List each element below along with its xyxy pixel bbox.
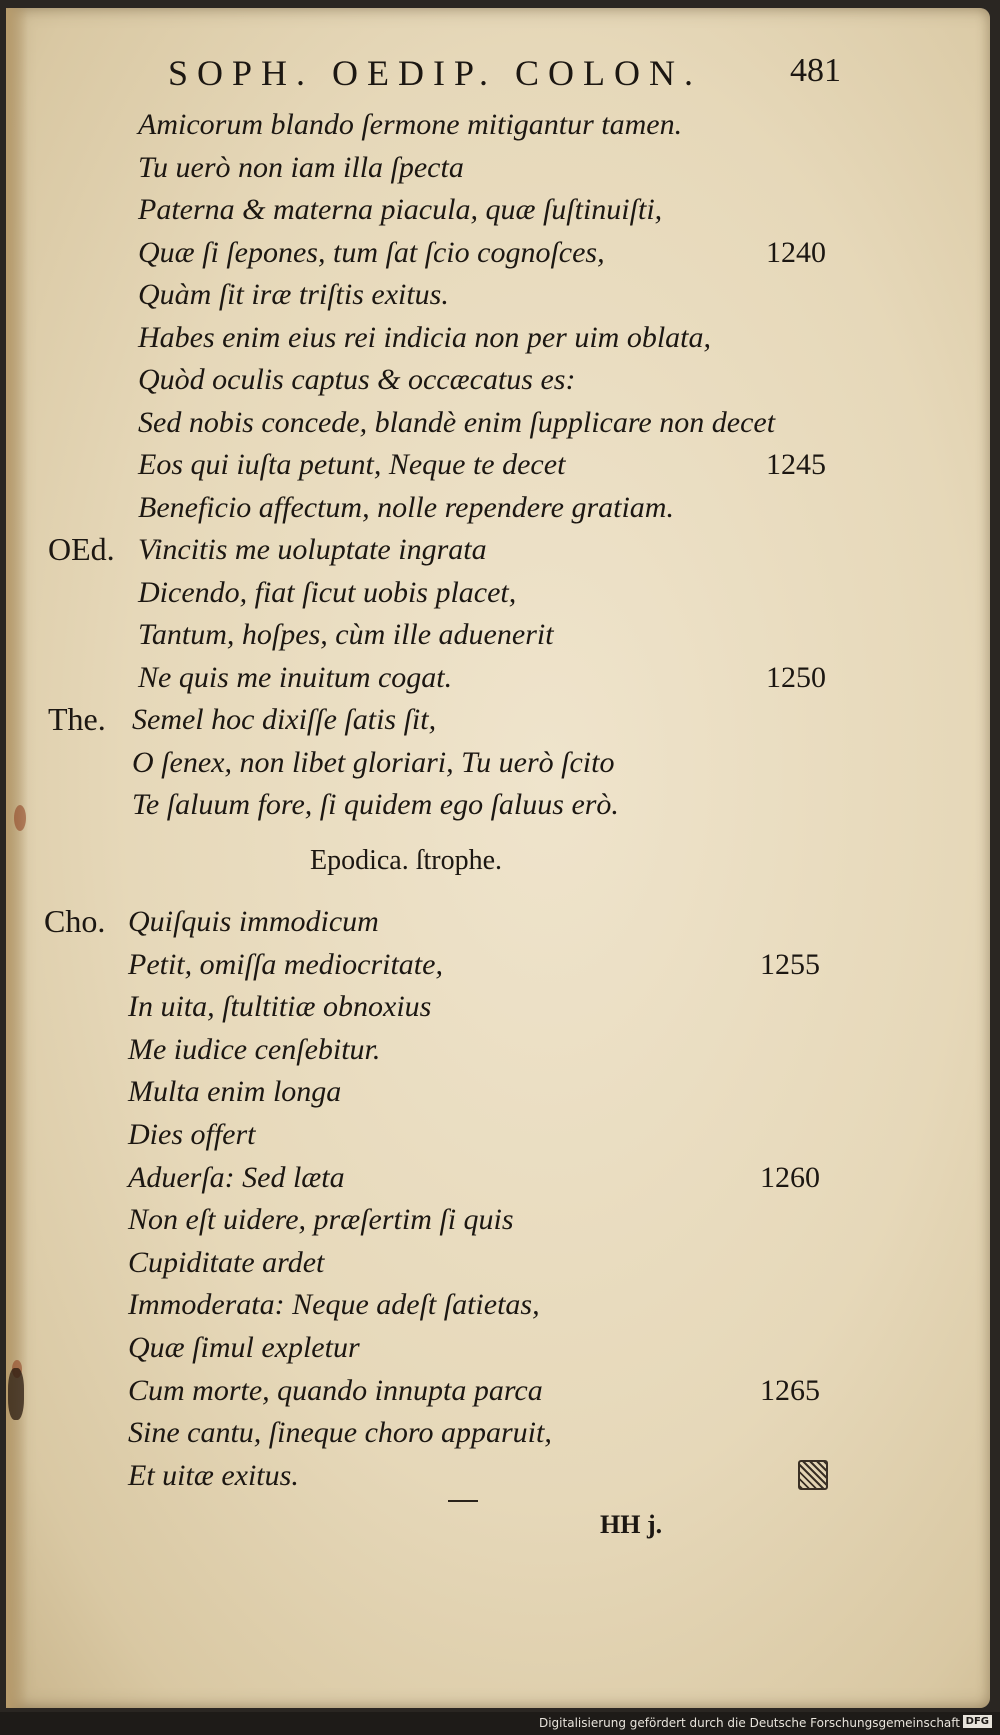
- verse-line: Vincitis me uoluptate ingrata: [138, 533, 487, 566]
- verse-line: Aduerſa: Sed læta: [128, 1160, 345, 1194]
- verse-line: Dies offert: [128, 1118, 256, 1151]
- line-number: 1245: [766, 448, 826, 481]
- verse-line: Immoderata: Neque adeſt ſatietas,: [128, 1288, 540, 1322]
- verse-line: Ne quis me inuitum cogat.: [138, 660, 453, 694]
- verse-line: Cupiditate ardet: [128, 1245, 325, 1279]
- line-number: 1260: [760, 1160, 820, 1194]
- speaker-label: OEd.: [48, 531, 115, 567]
- running-title: SOPH. OEDIP. COLON.: [168, 53, 703, 93]
- verse-line: Tantum, hoſpes, cùm ille aduenerit: [138, 618, 554, 651]
- verse-line: Petit, omiſſa mediocritate,: [128, 947, 443, 981]
- verse-line: Quiſquis immodicum: [128, 905, 379, 938]
- verse-line: Semel hoc dixiſſe ſatis ſit,: [132, 703, 437, 736]
- verse-line: Et uitæ exitus.: [128, 1458, 299, 1492]
- verse-line: Eos qui iuſta petunt, Neque te decet: [138, 448, 566, 481]
- verse-line: Te ſaluum fore, ſi quidem ego ſaluus erò.: [132, 788, 619, 821]
- line-number: 1255: [760, 947, 820, 981]
- verse-line: Multa enim longa: [128, 1075, 342, 1109]
- verse-line: Paterna & materna piacula, quæ ſuſtinuiſti,: [138, 193, 663, 226]
- ink-stain: [14, 805, 26, 831]
- verse-line: Sed nobis concede, blandè enim ſupplicare non decet: [138, 405, 776, 439]
- digitization-credit: Digitalisierung gefördert durch die Deutsche Forschungsgemeinschaft: [538, 1716, 960, 1730]
- verse-line: Quàm ſit iræ triſtis exitus.: [138, 278, 449, 311]
- verse-line: Me iudice cenſebitur.: [128, 1032, 381, 1066]
- verse-line: Quæ ſi ſepones, tum ſat ſcio cognoſces,: [138, 235, 605, 269]
- printers-ornament: [798, 1460, 828, 1490]
- verse-line: In uita, ſtultitiæ obnoxius: [128, 990, 432, 1024]
- speaker-label: Cho.: [44, 903, 106, 939]
- dfg-logo: DFG: [963, 1715, 992, 1728]
- page-number: 481: [790, 52, 841, 89]
- verse-line: Sine cantu, ſineque choro apparuit,: [128, 1416, 552, 1450]
- end-rule: [448, 1500, 478, 1502]
- verse-line: O ſenex, non libet gloriari, Tu uerò ſcito: [132, 745, 615, 779]
- page-gutter: [6, 8, 28, 1708]
- verse-line: Beneficio affectum, nolle rependere gratiam.: [138, 490, 674, 524]
- verse-line: Quæ ſimul expletur: [128, 1331, 360, 1364]
- verse-line: Cum morte, quando innupta parca: [128, 1373, 543, 1407]
- verse-line: Habes enim eius rei indicia non per uim oblata,: [138, 320, 711, 354]
- line-number: 1240: [766, 235, 826, 269]
- verse-line: Dicendo, fiat ſicut uobis placet,: [138, 575, 517, 609]
- line-number: 1265: [760, 1373, 820, 1407]
- verse-line: Non eſt uidere, præſertim ſi quis: [128, 1203, 514, 1237]
- signature-mark: HH j.: [600, 1510, 663, 1539]
- verse-line: Quòd oculis captus & occæcatus es:: [138, 363, 576, 396]
- ink-stain: [8, 1368, 24, 1420]
- speaker-label: The.: [48, 701, 106, 737]
- verse-line: Amicorum blando ſermone mitigantur tamen.: [138, 108, 683, 141]
- line-number: 1250: [766, 660, 826, 694]
- section-heading: Epodica. ſtrophe.: [310, 845, 503, 876]
- verse-line: Tu uerò non iam illa ſpecta: [138, 150, 464, 184]
